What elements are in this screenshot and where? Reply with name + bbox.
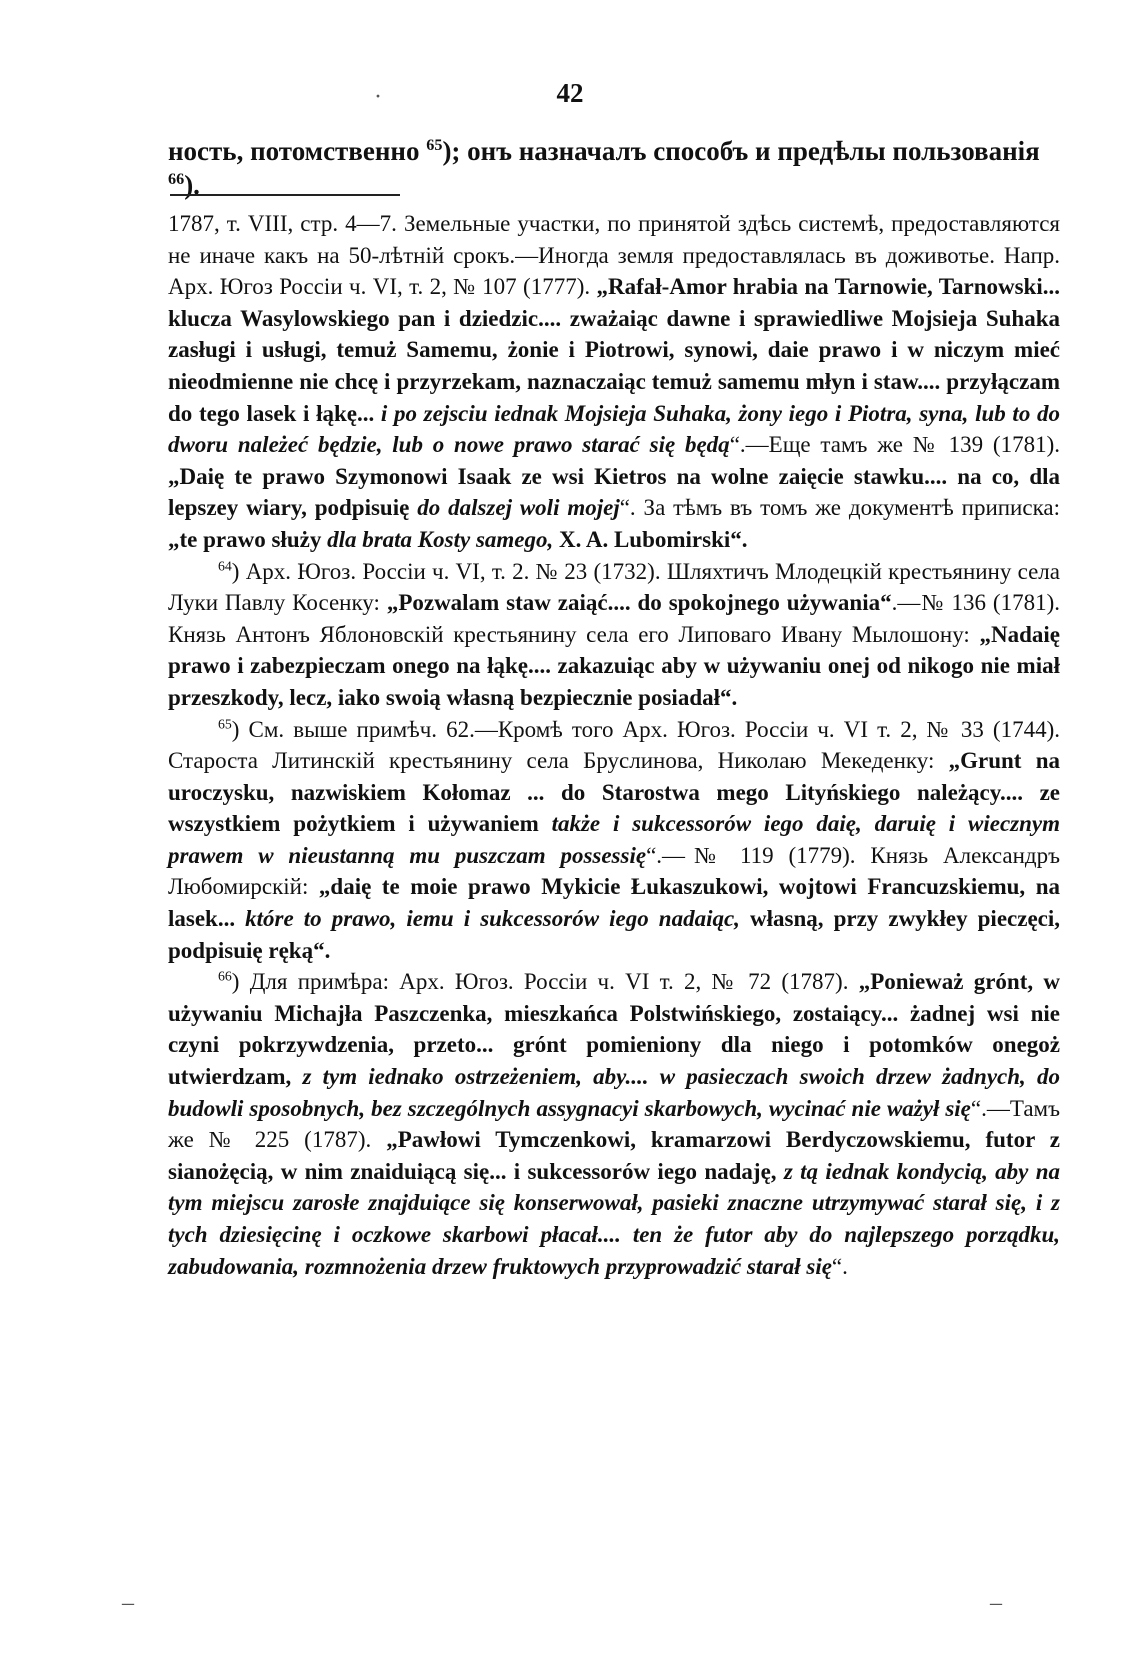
main-text-part: ). [184, 170, 200, 200]
note-quote-italic: które to prawo, iemu i sukcessorów iego nadaiąc, [245, 906, 740, 932]
note-text: “. [831, 1253, 848, 1279]
note-text: ) См. выше примѣч. 62.—Кромѣ того Арх. Югоз. Россіи ч. VI т. 2, № 33 (1744). Староста Литинскій крестьянину села Бруслинова, Николаю Мекеденку: [168, 716, 1060, 774]
footnote-ref-66: 66 [168, 170, 185, 188]
footnote-continuation [168, 208, 1060, 556]
note-text: “.—Еще тамъ же № 139 (1781). [729, 432, 1060, 458]
footnote-separator [170, 194, 400, 196]
page-number: 42 [556, 78, 584, 108]
note-text: .—№ 136 (1781). Князь Антонъ Яблоновскій крестьянину села его Липоваго Ивану Мылошону: [168, 590, 1060, 647]
main-text-line [168, 134, 1058, 202]
footnotes [168, 208, 1060, 1282]
scan-speck: · [374, 84, 382, 110]
note-text: “. За тѣмъ въ томъ же документѣ приписка: [619, 495, 1060, 521]
note-quote-italic: z tą iednak kondycią, aby na tym miejscu zarosłe znajduiące się konserwował, pasieki znaczne utrzymywać starał się, i z tych dziesięcinę i oczkowe skarbowi płacał.... ten że futor aby do najlepszego porządku, zabudowania, rozmnożenia drzew fruktowych przyprowadzić starał się [168, 1158, 1060, 1279]
note-quote: „Nadaię prawo i zabezpieczam onego na łąkę.... zakazuiąc aby w używaniu onej od nikogo nie miał przeszkody, lecz, iako swoią własną bezpiecznie posiadał“. [168, 621, 1060, 710]
footnote-number: 66 [218, 968, 232, 984]
note-quote: „Pozwalam staw zaiąć.... do spokojnego używania“ [386, 590, 892, 616]
main-text-part: ); онъ назначалъ способъ и предѣлы пользованія [442, 136, 1040, 166]
note-text: ) Для примѣра: Арх. Югоз. Россіи ч. VI т. 2, № 72 (1787). [231, 969, 859, 995]
note-quote: „Ponieważ grónt, w używaniu Michajła Paszczenka, mieszkańca Polstwińskiego, zostaiący... żadnej wsi nie czyni pokrzywdzenia, przeto... grónt pomieniony dla niego i potomków onegoż utwierdzam, [168, 969, 1060, 1090]
note-quote: „Daię te prawo Szymonowi Isaak ze wsi Kietros na wolne zaięcie stawku.... na co, dla lepszey wiary, podpisuię [168, 463, 1060, 521]
note-quote: „daię te moie prawo Mykicie Łukaszukowi, wojtowi Francuzskiemu, na lasek... [168, 874, 1060, 932]
note-quote: własną, przy zwykłey pieczęci, podpisuię ręką“. [168, 906, 1061, 963]
footnote-66 [168, 966, 1060, 1282]
main-text-part: ность, потомственно [168, 136, 427, 166]
note-quote-italic: także i sukcessorów iego daię, daruię i wiecznym prawem w nieustanną mu puszczam possessię [168, 811, 1060, 868]
scan-mark: – [122, 1590, 134, 1616]
note-quote-italic: z tym iednako ostrzeżeniem, aby.... w pasieczach swoich drzew żadnych, do budowli sposobnych, bez szczególnych assygnacyi skarbowych, wycinać nie ważył się [168, 1064, 1060, 1121]
footnote-64 [168, 556, 1060, 714]
note-quote: „Grunt na uroczysku, nazwiskiem Kołomaz ... do Starostwa mego Lityńskiego należący.... ze wszystkiem pożytkiem i używaniem [168, 748, 1060, 837]
footnote-65 [168, 714, 1060, 967]
scan-mark: – [990, 1590, 1002, 1616]
note-quote: X. A. Lubomirski“. [553, 526, 748, 552]
note-quote-italic: i po zejsciu iednak Mojsieja Suhaka, żony iego i Piotra, syna, lub to do dworu należeć będzie, lub o nowe prawo starać się będą [168, 400, 1060, 458]
note-quote-italic: do dalszej woli mojej [417, 495, 620, 521]
note-text: “.—№ 119 (1779). Князь Александръ Любомирскій: [168, 842, 1061, 900]
footnote-ref-65: 65 [426, 136, 443, 154]
note-quote: „Rafał-Amor hrabia na Tarnowie, Tarnowski... klucza Wasylowskiego pan i dziedzic.... zważaiąc dawne i sprawiedliwe Mojsieja Suhaka zasługi i usługi, temuż Samemu, żonie i Piotrowi, synowi, daie prawo i w niczym mieć nieodmienne nie chcę i przyrzekam, naznaczaiąc temuż samemu młyn i staw.... przyłączam do tego lasek i łąkę... [168, 274, 1060, 426]
footnote-number: 65 [218, 715, 232, 731]
note-quote-italic: dla brata Kosty samego, [327, 526, 554, 552]
note-quote: „Pawłowi Tymczenkowi, kramarzowi Berdyczowskiemu, futor z sianożęcią, w nim znaiduiącą się... i sukcessorów iego nadaję, [168, 1127, 1060, 1184]
note-quote: „te prawo służy [168, 526, 328, 552]
note-text: “.—Тамъ же № 225 (1787). [168, 1095, 1060, 1153]
footnote-number: 64 [218, 557, 232, 573]
note-text: 1787, т. VIII, стр. 4—7. Земельные участки, по принятой здѣсь системѣ, предоставляются не иначе какъ на 50-лѣтній срокъ.—Иногда земля предоставлялась въ доживотье. Напр. Арх. Югоз Россіи ч. VI, т. 2, № 107 (1777). [168, 211, 1060, 300]
note-text: ) Арх. Югоз. Россіи ч. VI, т. 2. № 23 (1732). Шляхтичъ Млодецкій крестьянину села Луки Павлу Косенку: [168, 558, 1060, 616]
